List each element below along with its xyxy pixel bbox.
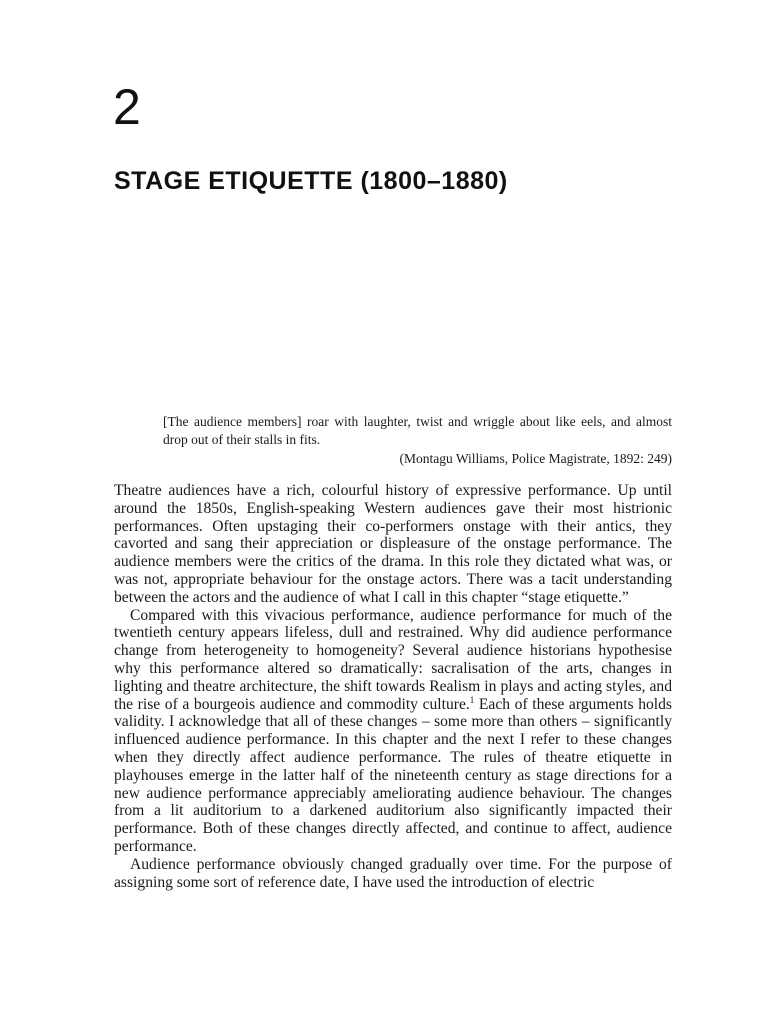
chapter-title: STAGE ETIQUETTE (1800–1880): [114, 167, 508, 195]
paragraph-2-part-1: Compared with this vivacious performance, audience performance for much of the twentieth century appears lifeless, dull and restrained. Why did audience performance change from heterogeneity to homogeneity? Several audience historians hypothesise why this performance altered so dramatically: sacralisation of the arts, changes in lighting and theatre architecture, the shift towards Realism in plays and acting styles, and the rise of a bourgeois audience and commodity culture.: [114, 606, 672, 713]
paragraph-2: [114, 607, 672, 856]
paragraph-1: Theatre audiences have a rich, colourful history of expressive performance. Up until around the 1850s, English-speaking Western audiences gave their most histrionic performances. Often upstaging their co-performers onstage with their antics, they cavorted and sang their appreciation or displeasure of the onstage performance. The audience members were the critics of the drama. In this role they dictated what was, or was not, appropriate behaviour for the onstage actors. There was a tacit understanding between the actors and the audience of what I call in this chapter “stage etiquette.”: [114, 482, 672, 606]
chapter-number: 2: [113, 79, 141, 135]
paragraph-3: Audience performance obviously changed gradually over time. For the purpose of assigning some sort of reference date, I have used the introduction of electric: [114, 855, 672, 891]
footnote-marker[interactable]: 1: [469, 694, 475, 705]
epigraph: [163, 413, 672, 468]
epigraph-source: (Montagu Williams, Police Magistrate, 1892: 249): [399, 451, 672, 466]
paragraph-2-part-2: Each of these arguments holds validity. I acknowledge that all of these changes – some more than others – significantly influenced audience performance. In this chapter and the next I refer to these changes when they directly affect audience performance. The rules of theatre etiquette in playhouses emerge in the latter half of the nineteenth century as stage directions for a new audience performance appreciably ameliorating audience behaviour. The changes from a lit auditorium to a darkened auditorium also significantly impacted their performance. Both of these changes directly affected, and continue to affect, audience performance.: [114, 695, 673, 855]
body-text: [114, 482, 672, 891]
epigraph-quote: [The audience members] roar with laughter, twist and wriggle about like eels, and almost drop out of their stalls in fits.: [163, 414, 672, 447]
